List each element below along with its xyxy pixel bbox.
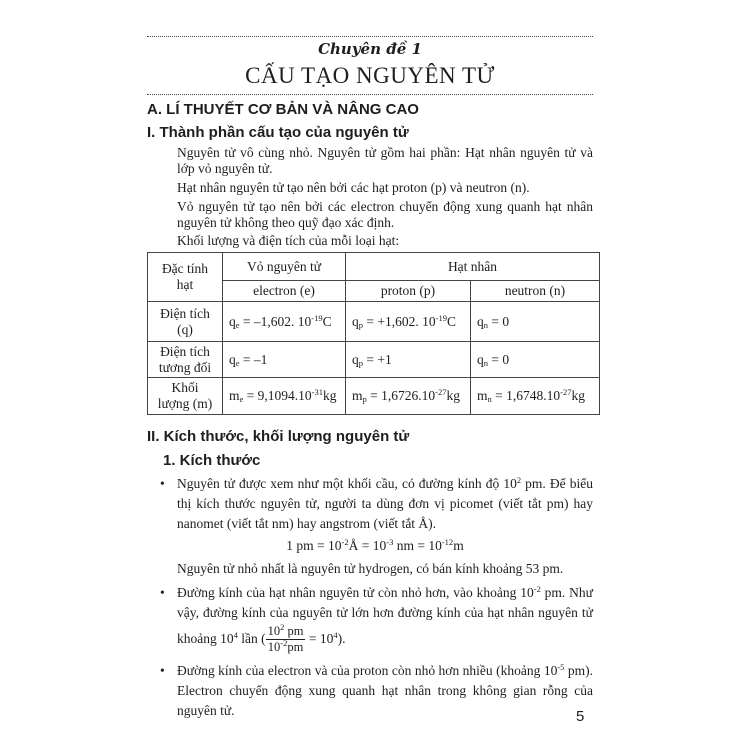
table-cell [346, 378, 471, 415]
text-segment: nguyên tử. [177, 703, 235, 718]
text-segment: lần ( [237, 630, 266, 646]
text-segment: Electron chuyển động xung quanh hạt nhân trong không gian rỗng của [177, 683, 593, 698]
text-segment: = +1 [363, 351, 392, 367]
row-label [148, 378, 223, 415]
supscript-text: -5 [557, 662, 565, 672]
header-neutron: neutron (n) [471, 281, 600, 302]
text-segment: kg [323, 388, 337, 403]
header-shell: Vỏ nguyên tử [223, 253, 346, 281]
section-i-heading: I. Thành phần cấu tạo của nguyên tử [147, 124, 409, 141]
supscript-text: -3 [386, 537, 394, 547]
text-segment: m [453, 538, 464, 553]
text [177, 631, 266, 646]
text-segment: q [352, 351, 359, 367]
text-line [177, 701, 235, 720]
text-segment: m [229, 388, 240, 403]
subscript-text: e [235, 357, 240, 368]
text-segment: ). [337, 630, 346, 646]
text-segment: q [477, 351, 484, 367]
page-number: 5 [576, 708, 585, 725]
supscript-text: -27 [435, 387, 447, 397]
supscript-text: -2 [533, 584, 541, 594]
text-line [177, 661, 593, 680]
subscript-text: p [358, 319, 363, 330]
text-segment: q [477, 313, 484, 329]
subscript-text: e [239, 394, 244, 404]
paragraph-line: Khối lượng và điện tích của mỗi loại hạt: [177, 233, 400, 248]
row-label [148, 342, 223, 378]
unit-formula [0, 536, 750, 555]
bullet-icon: • [160, 476, 165, 491]
text [305, 631, 345, 646]
header-property [148, 253, 223, 302]
text-segment: q [229, 351, 236, 367]
row-label-text: Điện tích tương đối [158, 343, 212, 375]
table-cell [223, 302, 346, 342]
subscript-text: p [362, 394, 367, 404]
text-line [177, 681, 593, 700]
text-segment: pm [287, 640, 304, 654]
text-line [177, 559, 563, 578]
ratio-line [177, 624, 345, 655]
text-segment: = –1,602. 10 [239, 313, 312, 329]
header-electron: electron (e) [223, 281, 346, 302]
section-a-heading: A. LÍ THUYẾT CƠ BẢN VÀ NÂNG CAO [147, 101, 419, 118]
text-segment: thị kích thước nguyên tử, người ta dùng đơn vị picomet (viết tắt pm) hay [177, 496, 593, 511]
text-segment: pm. Để biểu [521, 476, 593, 491]
text-line [177, 474, 593, 493]
text-segment: m [477, 388, 488, 403]
text-segment: nanomet (viết tắt nm) hay angstrom (viết tắt Å). [177, 516, 437, 531]
text-segment: = 0 [488, 313, 510, 329]
supscript-text: -2 [341, 537, 349, 547]
paragraph-line: nguyên tử không theo quỹ đạo xác định. [177, 215, 395, 230]
text-line [177, 583, 593, 602]
table-cell [346, 302, 471, 342]
title-dotted-rule [147, 94, 593, 95]
text-segment: = 9,1094.10 [243, 388, 312, 403]
supscript-text: -27 [560, 387, 572, 397]
text-segment: Nguyên tử được xem như một khối cầu, có đường kính độ 10 [177, 476, 517, 491]
text-segment: 10 [267, 640, 281, 654]
table-cell [471, 378, 600, 415]
subsection-size-heading: 1. Kích thước [163, 452, 261, 469]
text-segment: C [446, 313, 456, 329]
page-title: CẤU TẠO NGUYÊN TỬ [245, 63, 495, 88]
text-segment: = 0 [488, 351, 510, 367]
text-segment: Å = 10 [348, 538, 387, 553]
paragraph-line: Vỏ nguyên tử tạo nên bởi các electron chuyển động xung quanh hạt nhân [177, 199, 593, 214]
table-cell [223, 378, 346, 415]
supscript-text: -19 [311, 312, 323, 323]
text-line [177, 494, 593, 513]
text-segment: pm [284, 624, 304, 638]
subscript-text: p [358, 357, 363, 368]
text-segment: q [352, 313, 359, 329]
subscript-text: n [483, 357, 488, 368]
supscript-text: 4 [233, 629, 238, 640]
table-cell [223, 342, 346, 378]
chapter-label: Chuyên đề 1 [318, 40, 422, 58]
row-label-text: Khối lượng (m) [157, 380, 213, 411]
table-cell [471, 302, 600, 342]
subscript-text: n [483, 319, 488, 330]
supscript-text: -19 [435, 312, 447, 323]
subscript-text: e [235, 319, 240, 330]
supscript-text: -12 [441, 537, 454, 547]
text-segment: = 1,6726.10 [366, 388, 436, 403]
header-proton: proton (p) [346, 281, 471, 302]
bullet-icon: • [160, 663, 165, 678]
particle-properties-table [147, 252, 600, 415]
text-segment: nm = 10 [393, 538, 442, 553]
text-segment: pm. Như [540, 585, 593, 600]
text-segment: vậy, đường kính của nguyên tử lớn hơn đường kính của hạt nhân nguyên tử [177, 605, 593, 620]
text-line [177, 514, 436, 533]
row-label-text: Điện tích (q) [160, 305, 210, 337]
table-cell [471, 342, 600, 378]
bullet-icon: • [160, 585, 165, 600]
section-ii-heading: II. Kích thước, khối lượng nguyên tử [147, 428, 410, 445]
supscript-text: 4 [333, 629, 338, 640]
text-segment: = –1 [239, 351, 268, 367]
text-segment: = +1,602. 10 [363, 313, 436, 329]
text-segment: Đường kính của electron và của proton còn nhỏ hơn nhiều (khoảng 10 [177, 663, 558, 678]
text-segment: 1 pm = 10 [286, 538, 342, 553]
text-segment: m [352, 388, 363, 403]
paragraph-line: Hạt nhân nguyên tử tạo nên bởi các hạt proton (p) và neutron (n). [177, 180, 530, 195]
paragraph-line: lớp vỏ nguyên tử. [177, 161, 273, 176]
text-line [177, 603, 593, 622]
supscript-text: 2 [516, 475, 522, 485]
table-cell [346, 342, 471, 378]
text-segment: Nguyên tử nhỏ nhất là nguyên tử hydrogen, có bán kính khoảng 53 pm. [177, 561, 564, 576]
text-segment: = 10 [305, 630, 334, 646]
fraction-denominator [266, 640, 306, 655]
text-segment: q [229, 313, 236, 329]
row-label [148, 302, 223, 342]
text-segment: kg [571, 388, 585, 403]
text-segment: khoảng 10 [177, 630, 234, 646]
text-segment: Đường kính của hạt nhân nguyên tử còn nhỏ hơn, vào khoảng 10 [177, 585, 534, 600]
supscript-text: -31 [311, 387, 324, 397]
header-nucleus: Hạt nhân [346, 253, 600, 281]
text-segment: 10 [267, 624, 281, 638]
text-segment: kg [446, 388, 460, 403]
text-segment: pm). [564, 663, 594, 678]
top-dotted-rule [147, 36, 593, 37]
supscript-text: 2 [280, 622, 285, 632]
header-property-text: Đặc tính hạt [161, 261, 209, 292]
fraction [266, 624, 306, 655]
paragraph-line: Nguyên tử vô cùng nhỏ. Nguyên tử gồm hai phần: Hạt nhân nguyên tử và [177, 145, 593, 160]
supscript-text: -2 [280, 638, 288, 648]
text-segment: C [322, 313, 332, 329]
text-segment: = 1,6748.10 [491, 388, 561, 403]
subscript-text: n [487, 394, 492, 404]
